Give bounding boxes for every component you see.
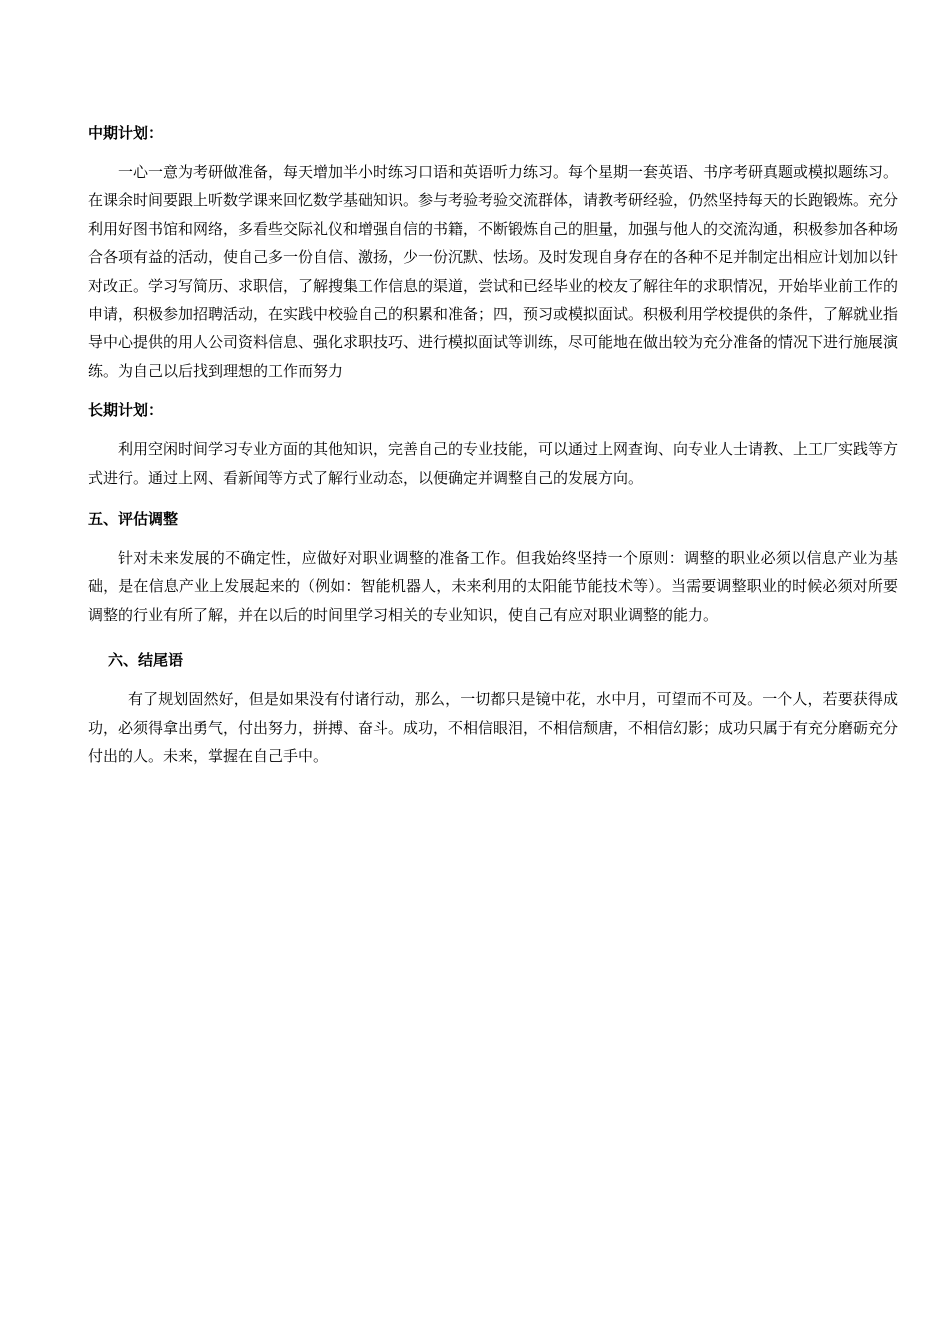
conclusion-heading: 六、结尾语 bbox=[108, 651, 184, 670]
evaluation-heading: 五、评估调整 bbox=[88, 510, 179, 529]
conclusion-paragraph: 有了规划固然好，但是如果没有付诸行动，那么，一切都只是镜中花，水中月，可望而不可及。一个人，若要获得成功，必须得拿出勇气，付出努力，拼搏、奋斗。成功，不相信眼泪，不相信颓唐，不相信幻影；成功只属于有充分磨砺充分付出的人。未来，掌握在自己手中。 bbox=[88, 690, 899, 766]
mid-term-plan-heading: 中期计划： bbox=[88, 124, 164, 142]
long-term-plan-paragraph: 利用空闲时间学习专业方面的其他知识，完善自己的专业技能，可以通过上网查询、向专业人士请教、上工厂实践等方式进行。通过上网、看新闻等方式了解行业动态，以便确定并调整自己的发展方向。 bbox=[88, 440, 899, 487]
mid-term-plan-paragraph: 一心一意为考研做准备，每天增加半小时练习口语和英语听力练习。每个星期一套英语、书序考研真题或模拟题练习。在课余时间要跟上听数学课来回忆数学基础知识。参与考验考验交流群体，请教考研经验，仍然坚持每天的长跑锻炼。充分利用好图书馆和网络，多看些交际礼仪和增强自信的书籍，不断锻炼自己的胆量，加强与他人的交流沟通，积极参加各种场合各项有益的活动，使自己多一份自信、激扬，少一份沉默、怯场。及时发现自身存在的各种不足并制定出相应计划加以针对改正。学习写简历、求职信，了解搜集工作信息的渠道，尝试和已经毕业的校友了解往年的求职情况，开始毕业前工作的申请，积极参加招聘活动，在实践中校验自己的积累和准备；四，预习或模拟面试。积极利用学校提供的条件，了解就业指导中心提供的用人公司资料信息、强化求职技巧、进行模拟面试等训练，尽可能地在做出较为充分准备的情况下进行施展演练。为自己以后找到理想的工作而努力 bbox=[88, 163, 899, 380]
evaluation-paragraph: 针对未来发展的不确定性，应做好对职业调整的准备工作。但我始终坚持一个原则：调整的职业必须以信息产业为基础，是在信息产业上发展起来的（例如：智能机器人，未来利用的太阳能节能技术等）。当需要调整职业的时候必须对所要调整的行业有所了解，并在以后的时间里学习相关的专业知识，使自己有应对职业调整的能力。 bbox=[88, 549, 898, 624]
long-term-plan-heading: 长期计划： bbox=[88, 401, 164, 420]
document-page bbox=[88, 122, 898, 771]
